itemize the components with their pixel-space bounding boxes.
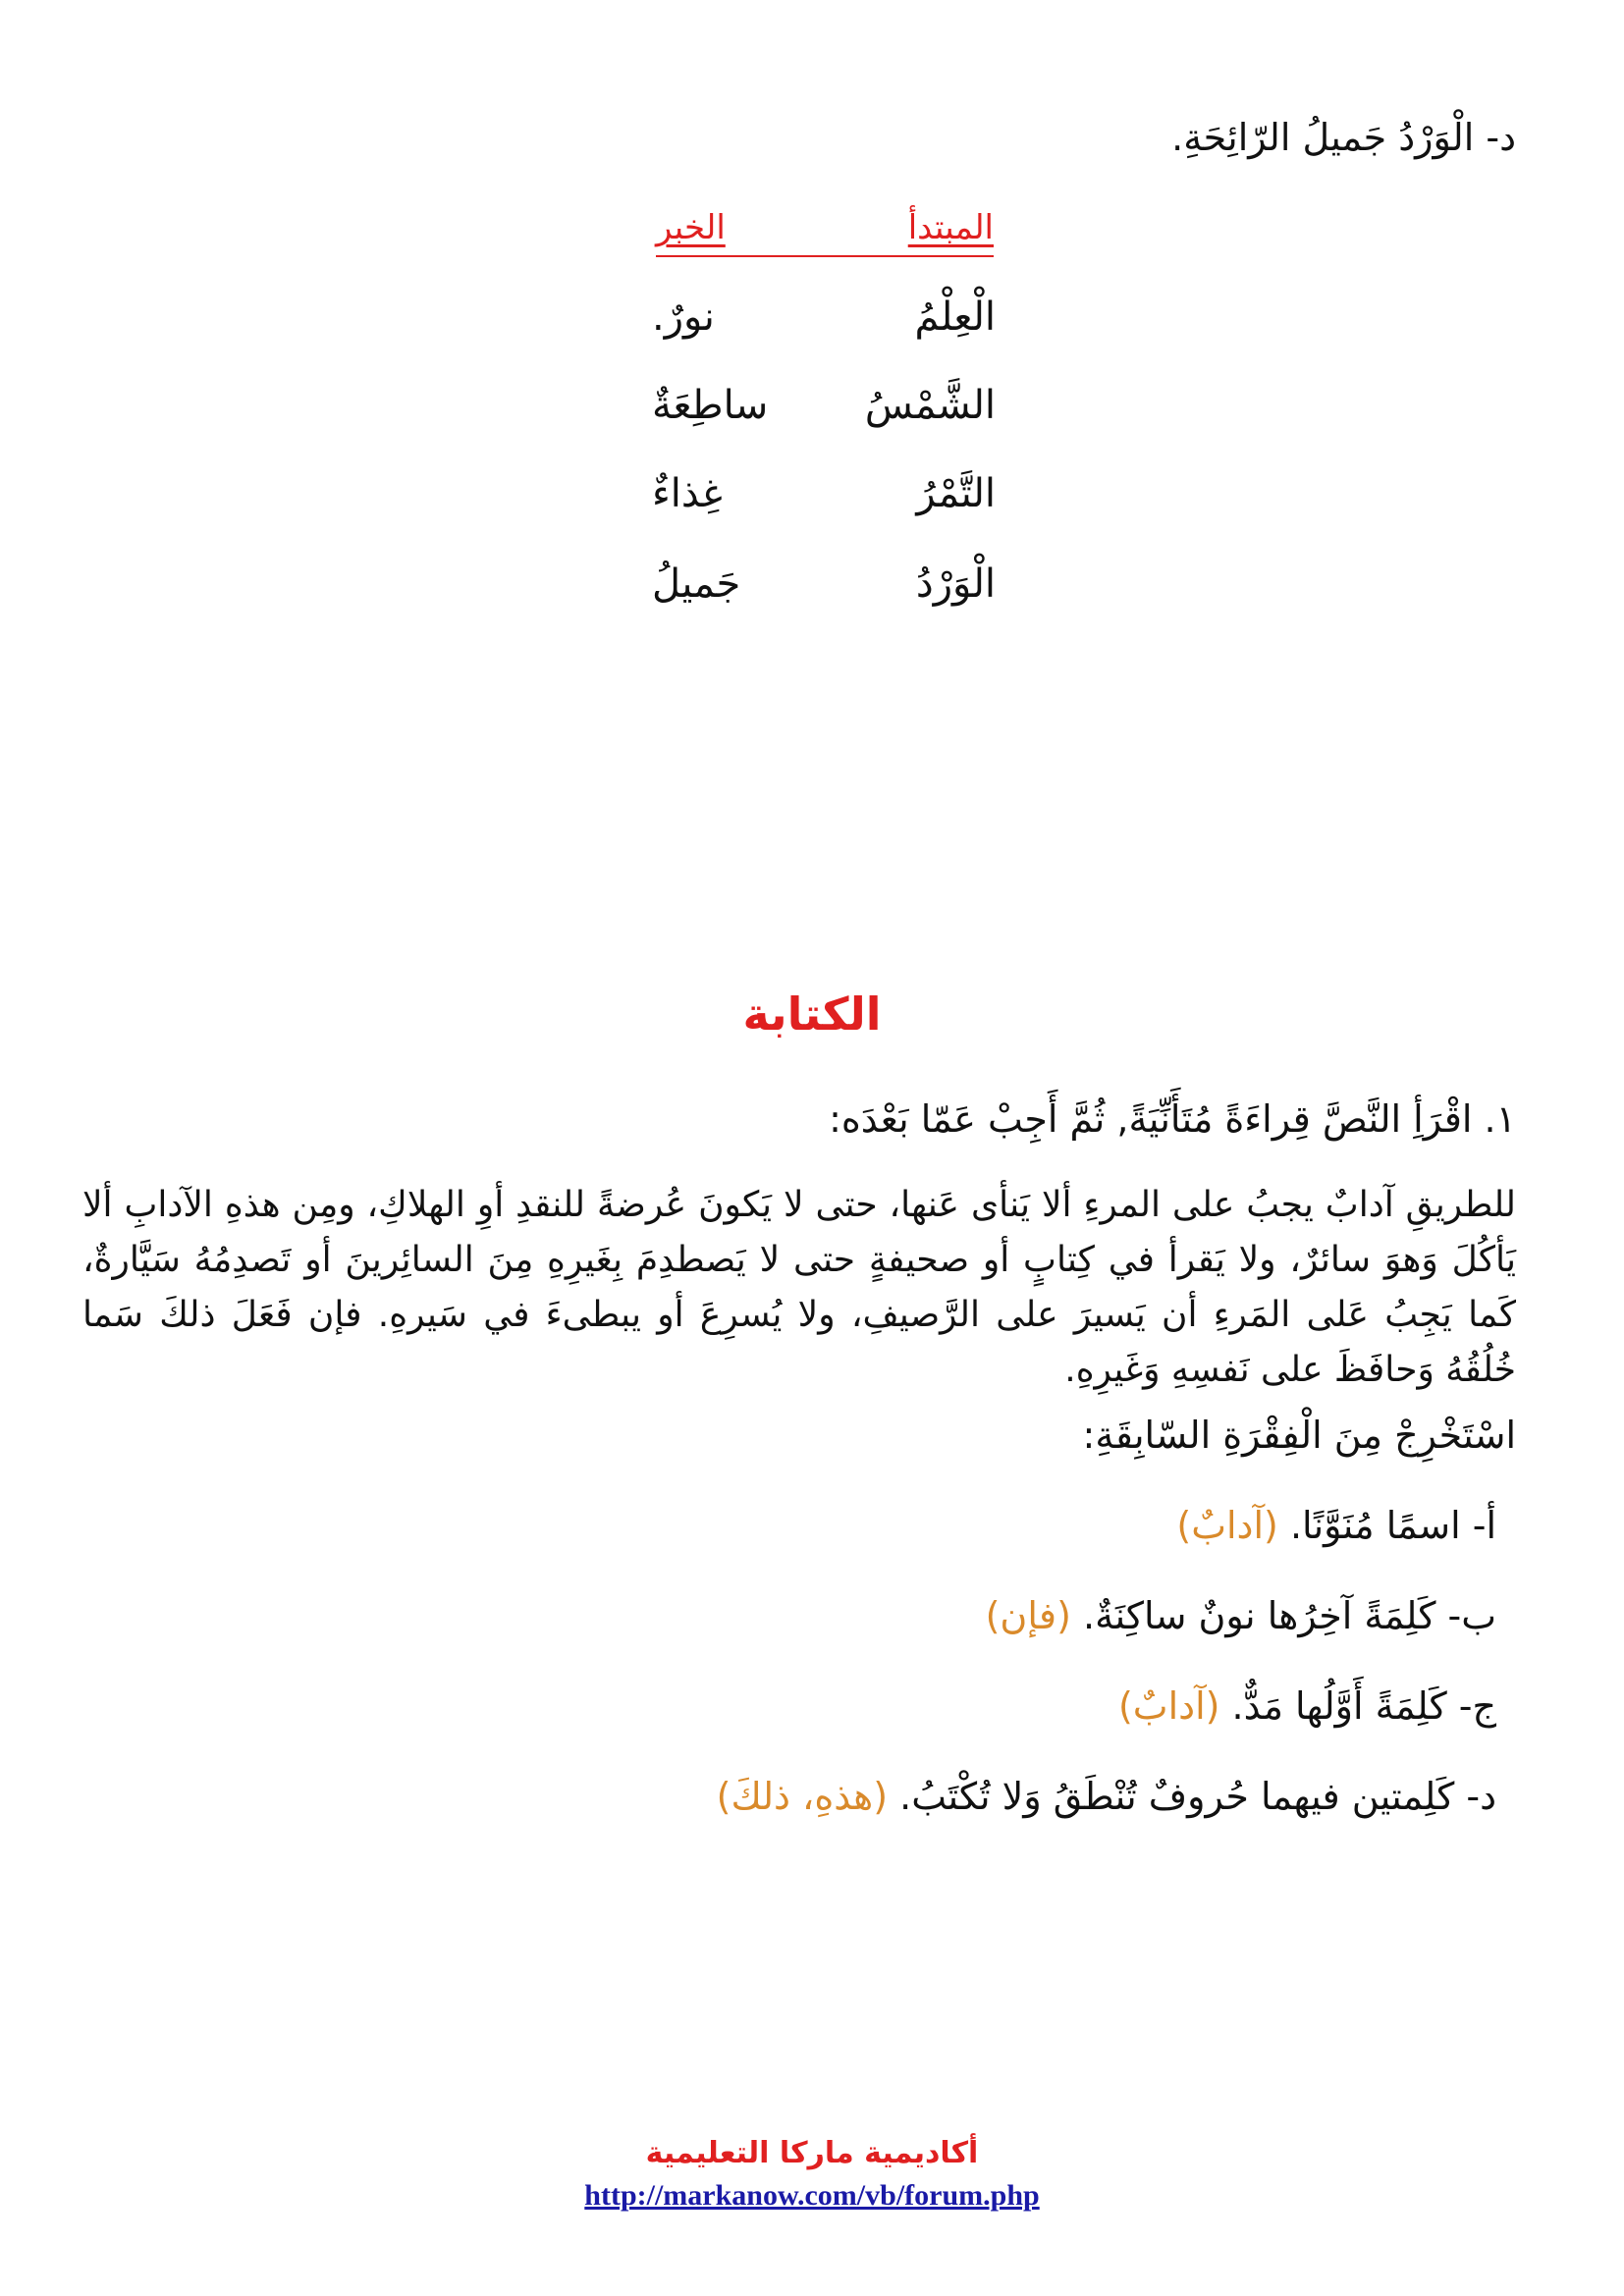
- question-1: ١. اقْرَأِ النَّصَّ قِراءَةً مُتَأَنِّيَةً, ثُمَّ أَجِبْ عَمّا بَعْدَه:: [829, 1097, 1516, 1141]
- table-header: [656, 208, 994, 257]
- section-title: الكتابة: [742, 988, 882, 1041]
- table-cell-khabar: جَميلُ: [652, 561, 741, 607]
- header-mubtada: المبتدأ: [907, 208, 994, 247]
- item-answer: (فإن): [985, 1594, 1071, 1637]
- item-answer: (هذهِ، ذلكَ): [716, 1775, 889, 1818]
- table-cell-mubtada: الشَّمْسُ: [864, 383, 996, 428]
- table-cell-khabar: نورٌ.: [652, 294, 715, 340]
- reading-paragraph: للطريقِ آدابٌ يجبُ على المرءِ ألا يَنأى عَنها، حتى لا يَكونَ عُرضةً للنقدِ أوِ الهلاكِ، ومِن هذهِ الآدابِ ألا يَأكُلَ وَهوَ سائرٌ، ولا يَقرأ في كِتابٍ أو صحيفةٍ حتى لا يَصطدِمَ بِغَيرِهِ مِنَ السائِرينَ أو تَصدِمُهُ سَيَّارةٌ، كَما يَجِبُ عَلى المَرءِ أن يَسيرَ على الرَّصيفِ، ولا يُسرِعَ أو يبطىءَ في سَيرهِ. فإن فَعَلَ ذلكَ سَما خُلُقُهُ وَحافَظَ على نَفسِهِ وَغَيرِهِ.: [82, 1185, 1516, 1390]
- item-label: أ- اسمًا مُنَوَّنًا.: [1289, 1504, 1496, 1547]
- list-item: [986, 1594, 1496, 1637]
- item-answer: (آدابٌ): [1117, 1684, 1220, 1728]
- list-item: [1176, 1504, 1496, 1547]
- extraction-instruction: اسْتَخْرِجْ مِنَ الْفِقْرَةِ السّابِقَةِ:: [1082, 1414, 1516, 1457]
- table-cell-khabar: غِذاءٌ: [652, 471, 723, 516]
- footer-link[interactable]: http://markanow.com/vb/forum.php: [584, 2179, 1040, 2212]
- item-answer: (آدابٌ): [1176, 1504, 1278, 1547]
- table-cell-mubtada: الْوَرْدُ: [915, 561, 996, 607]
- footer-organization: أكاديمية ماركا التعليمية: [645, 2136, 979, 2170]
- header-khabar: الخبر: [656, 208, 726, 247]
- item-label: ب- كَلِمَةً آخِرُها نونٌ ساكِنَةٌ.: [1083, 1594, 1496, 1637]
- item-label: ج- كَلِمَةً أَوَّلُها مَدٌّ.: [1231, 1684, 1496, 1728]
- table-cell-khabar: ساطِعَةٌ: [652, 383, 769, 428]
- list-item: [717, 1775, 1496, 1818]
- intro-sentence: د- الْوَرْدُ جَميلُ الرّائِحَةِ.: [1171, 116, 1516, 159]
- table-cell-mubtada: التَّمْرُ: [916, 471, 996, 516]
- table-cell-mubtada: الْعِلْمُ: [914, 294, 996, 340]
- list-item: [1118, 1684, 1496, 1728]
- item-label: د- كَلِمتين فيهما حُروفٌ تُنْطَقُ وَلا تُكْتَبُ.: [899, 1775, 1496, 1818]
